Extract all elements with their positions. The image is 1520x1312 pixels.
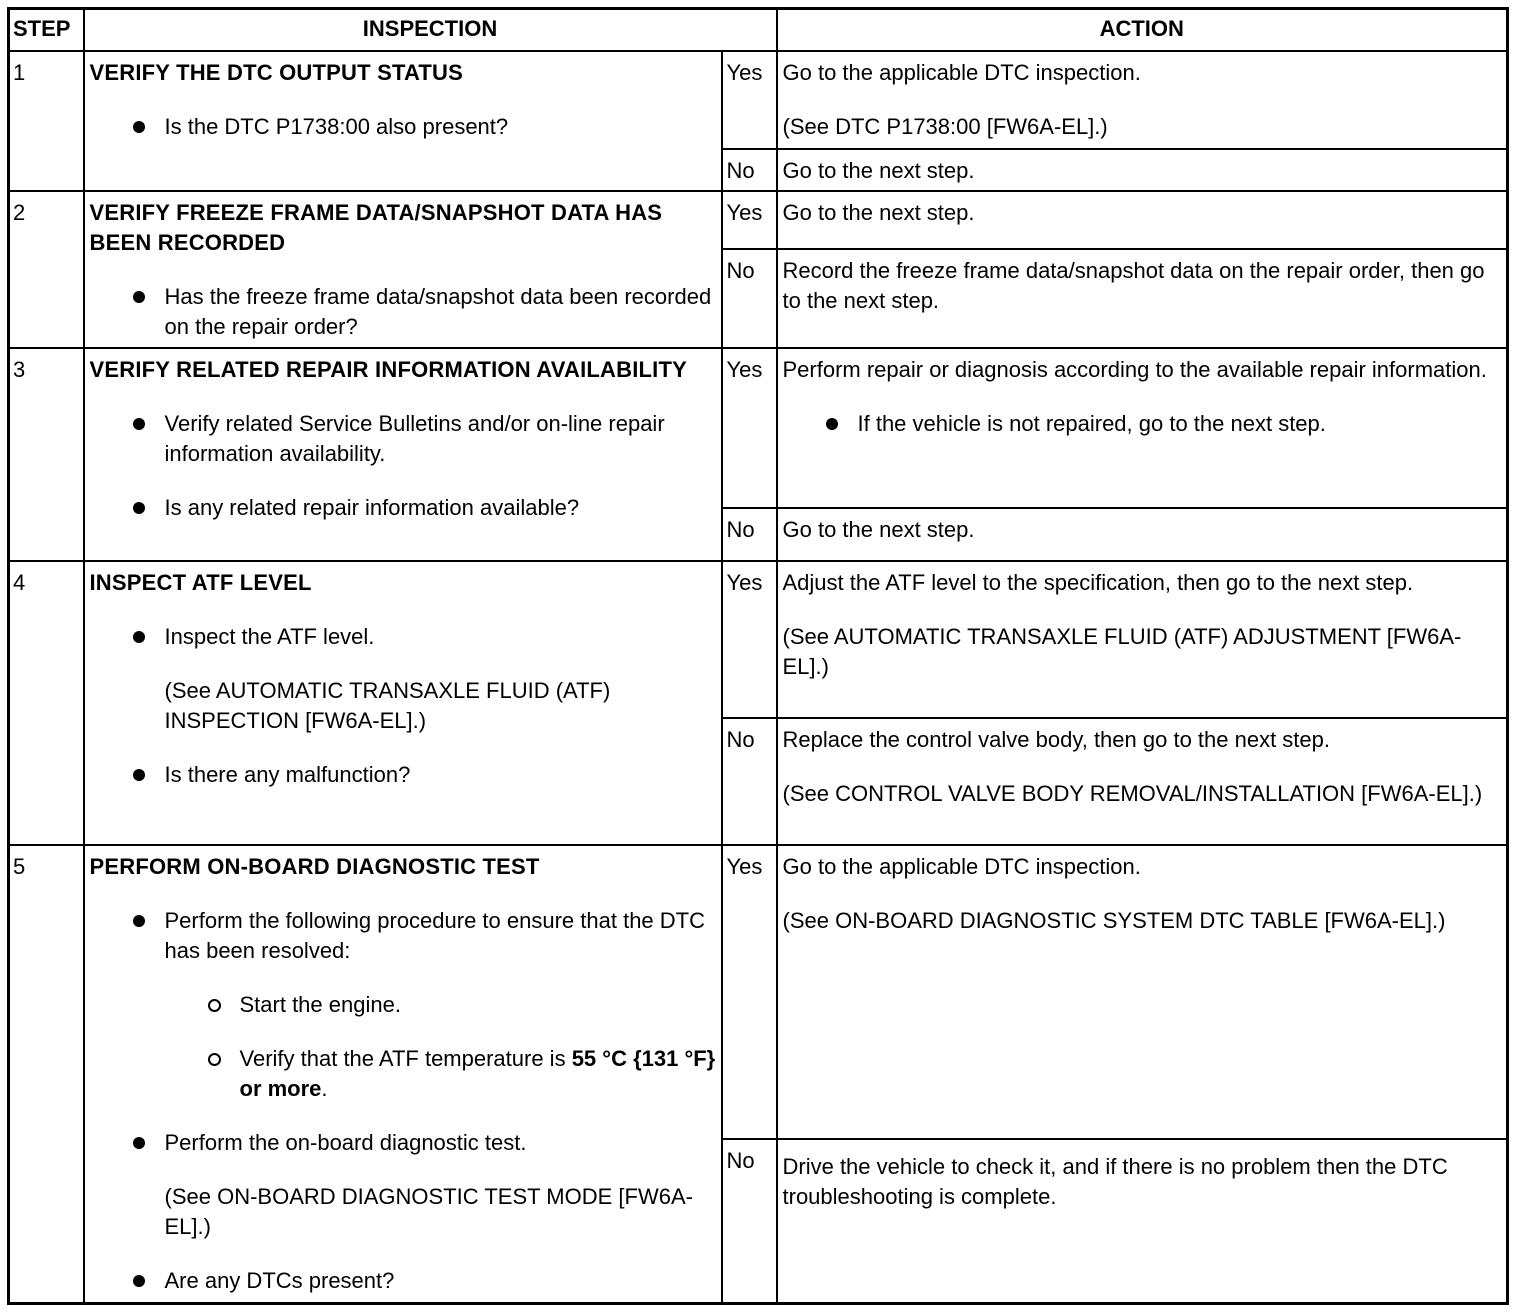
reference-note: (See AUTOMATIC TRANSAXLE FLUID (ATF) INSPECTION [FW6A-EL].) (164, 678, 611, 733)
bullet-icon (133, 631, 145, 643)
yes-label: Yes (722, 348, 777, 508)
inspection-cell (84, 845, 722, 1304)
bullet-icon (133, 502, 145, 514)
step-number: 5 (9, 845, 84, 1304)
reference-note: (See ON-BOARD DIAGNOSTIC TEST MODE [FW6A-EL].) (164, 1184, 693, 1239)
inspection-item: Perform the on-board diagnostic test. (90, 1128, 716, 1158)
inspection-item: Perform the following procedure to ensure that the DTC has been resolved: (90, 906, 716, 966)
bullet-icon (133, 121, 145, 133)
action-item: If the vehicle is not repaired, go to the next step. (783, 409, 1502, 439)
inspection-cell (84, 51, 722, 191)
inspection-cell (84, 561, 722, 845)
inspection-cell (84, 191, 722, 348)
circle-bullet-icon (208, 999, 221, 1012)
no-label: No (722, 1139, 777, 1304)
inspection-item: Is there any malfunction? (90, 760, 716, 790)
no-action: Go to the next step. (777, 508, 1508, 561)
no-label: No (722, 249, 777, 348)
step-row (9, 191, 1508, 249)
step-row (9, 561, 1508, 718)
step-title: PERFORM ON-BOARD DIAGNOSTIC TEST (89, 854, 540, 879)
bullet-icon (133, 915, 145, 927)
no-label: No (722, 718, 777, 845)
no-label: No (722, 149, 777, 191)
temperature-spec: 55 °C {131 °F} or more (239, 1046, 716, 1101)
no-action: Go to the next step. (777, 149, 1508, 191)
yes-action: Perform repair or diagnosis according to the available repair information. If the vehicle is not repaired, go to the next step. (777, 348, 1508, 508)
yes-label: Yes (722, 191, 777, 249)
bullet-icon (133, 418, 145, 430)
yes-label: Yes (722, 845, 777, 1139)
action-column-header: ACTION (777, 9, 1508, 52)
circle-bullet-icon (208, 1053, 221, 1066)
step-title: VERIFY RELATED REPAIR INFORMATION AVAILABILITY (89, 357, 687, 382)
step-row (9, 845, 1508, 1139)
bullet-icon (133, 1137, 145, 1149)
step-column-header: STEP (9, 9, 84, 52)
yes-label: Yes (722, 561, 777, 718)
procedure-subitem: Start the engine. (90, 990, 716, 1020)
step-number: 1 (9, 51, 84, 191)
step-row (9, 348, 1508, 508)
bullet-icon (826, 418, 838, 430)
step-number: 4 (9, 561, 84, 845)
yes-action: Go to the applicable DTC inspection. (See ON-BOARD DIAGNOSTIC SYSTEM DTC TABLE [FW6A-EL].) (777, 845, 1508, 1139)
yes-label: Yes (722, 51, 777, 149)
step-number: 2 (9, 191, 84, 348)
no-label: No (722, 508, 777, 561)
step-row (9, 51, 1508, 149)
diagnostic-procedure-table (7, 7, 1509, 1305)
yes-action: Go to the next step. (777, 191, 1508, 249)
no-action: Record the freeze frame data/snapshot data on the repair order, then go to the next step. (777, 249, 1508, 348)
bullet-icon (133, 769, 145, 781)
bullet-icon (133, 291, 145, 303)
no-action: Drive the vehicle to check it, and if there is no problem then the DTC troubleshooting is complete. (777, 1139, 1508, 1304)
procedure-subitem: Verify that the ATF temperature is 55 °C {131 °F} or more. (90, 1044, 716, 1104)
bullet-icon (133, 1275, 145, 1287)
yes-action: Adjust the ATF level to the specification, then go to the next step. (See AUTOMATIC TRANSAXLE FLUID (ATF) ADJUSTMENT [FW6A-EL].) (777, 561, 1508, 718)
inspection-column-header: INSPECTION (84, 9, 777, 52)
inspection-item: Inspect the ATF level. (90, 622, 716, 652)
step-title: INSPECT ATF LEVEL (89, 570, 312, 595)
inspection-item: Verify related Service Bulletins and/or on-line repair information availability. (90, 409, 716, 469)
step-title: VERIFY FREEZE FRAME DATA/SNAPSHOT DATA HAS BEEN RECORDED (89, 200, 663, 255)
step-number: 3 (9, 348, 84, 561)
inspection-item: Is the DTC P1738:00 also present? (90, 112, 716, 142)
inspection-item: Is any related repair information available? (90, 493, 716, 523)
inspection-item: Has the freeze frame data/snapshot data been recorded on the repair order? (90, 282, 716, 342)
inspection-cell (84, 348, 722, 561)
inspection-item: Are any DTCs present? (90, 1266, 716, 1296)
no-action: Replace the control valve body, then go to the next step. (See CONTROL VALVE BODY REMOVAL/INSTALLATION [FW6A-EL].) (777, 718, 1508, 845)
step-title: VERIFY THE DTC OUTPUT STATUS (89, 60, 463, 85)
header-row (9, 9, 1508, 52)
yes-action: Go to the applicable DTC inspection. (See DTC P1738:00 [FW6A-EL].) (777, 51, 1508, 149)
